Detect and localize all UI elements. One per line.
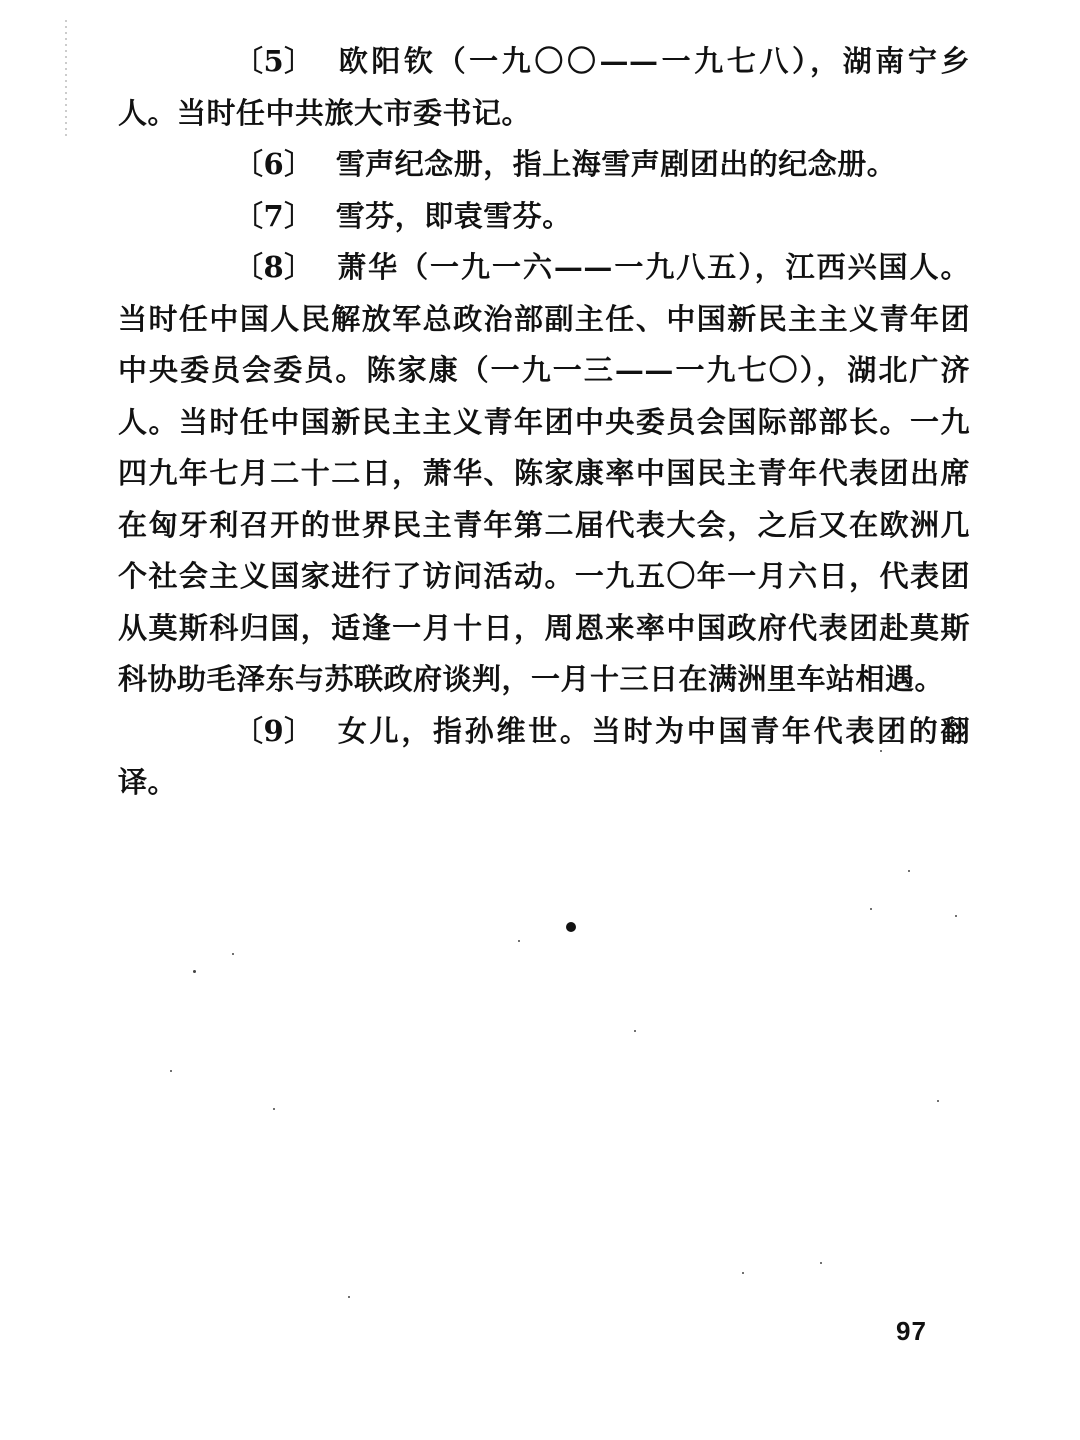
scan-speck — [880, 750, 882, 752]
footnote-8 — [118, 242, 970, 706]
scan-speck — [955, 915, 957, 917]
footnote-marker: 〔6〕 — [234, 147, 314, 181]
footnote-text: 女儿，指孙维世。当时为中国青年代表团的翻译。 — [118, 713, 970, 799]
scan-speck — [348, 1296, 350, 1298]
scan-speck — [634, 1030, 636, 1032]
footnote-text: 雪芬，即袁雪芬。 — [335, 198, 572, 233]
scan-speck — [566, 922, 576, 932]
footnote-marker: 〔7〕 — [234, 198, 314, 233]
footnote-marker: 〔9〕 — [234, 713, 314, 748]
scan-speck — [908, 870, 910, 872]
page-number: 97 — [896, 1316, 927, 1346]
footnote-9 — [118, 706, 970, 809]
scan-speck — [193, 970, 196, 973]
footnote-text: 雪声纪念册，指上海雪声剧团出的纪念册。 — [335, 147, 897, 181]
scan-speck — [273, 1108, 275, 1110]
scan-speck — [820, 1262, 822, 1264]
scan-speck — [170, 1070, 172, 1072]
footnote-7 — [118, 191, 970, 243]
scan-speck — [870, 908, 872, 910]
footnote-marker: 〔8〕 — [234, 250, 314, 284]
binding-edge-mark — [64, 20, 68, 140]
scan-speck — [518, 940, 520, 942]
footnote-marker: 〔5〕 — [234, 44, 314, 78]
footnotes-section — [118, 36, 970, 809]
footnote-text: 萧华（一九一六——一九八五），江西兴国人。当时任中国人民解放军总政治部副主任、中国新民主主义青年团中央委员会委员。陈家康（一九一三——一九七〇），湖北广济人。当时任中国新民主主义青年团中央委员会国际部部长。一九四九年七月二十二日，萧华、陈家康率中国民主青年代表团出席在匈牙利召开的世界民主青年第二届代表大会，之后又在欧洲几个社会主义国家进行了访问活动。一九五〇年一月六日，代表团从莫斯科归国，适逢一月十日，周恩来率中国政府代表团赴莫斯科协助毛泽东与苏联政府谈判，一月十三日在满洲里车站相遇。 — [118, 250, 970, 696]
scan-speck — [937, 1100, 939, 1102]
footnote-5 — [118, 36, 970, 139]
footnote-6 — [118, 139, 970, 191]
scan-speck — [232, 953, 234, 955]
scan-speck — [742, 1272, 744, 1274]
footnote-text: 欧阳钦（一九〇〇——一九七八），湖南宁乡人。当时任中共旅大市委书记。 — [118, 44, 970, 130]
